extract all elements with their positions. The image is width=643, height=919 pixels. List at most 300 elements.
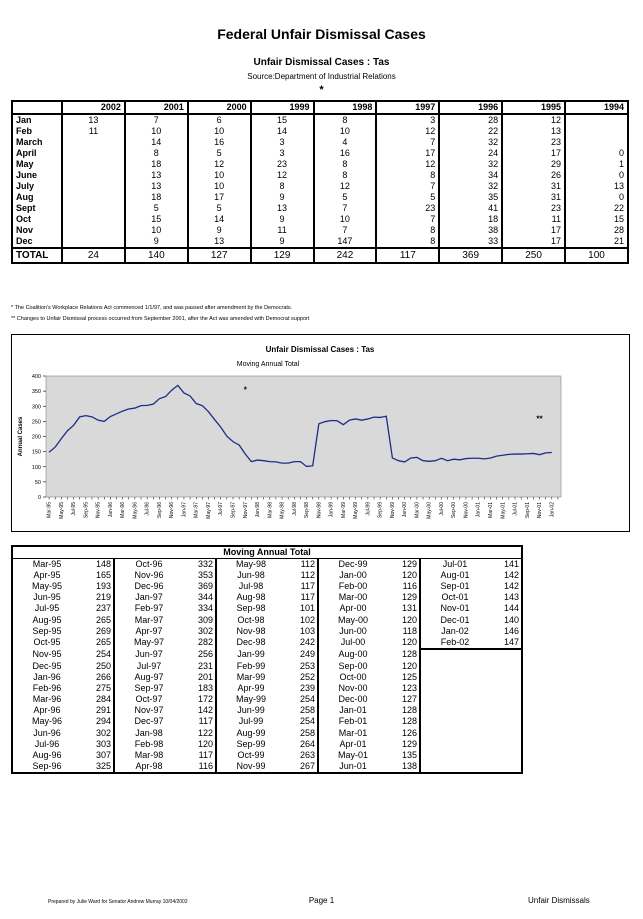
table-cell: 1 xyxy=(565,159,628,170)
mat-value: 264 xyxy=(285,739,318,750)
x-tick-label: Nov-99 xyxy=(389,502,396,519)
mat-month-label: Mar-95 xyxy=(32,559,62,570)
month-label: May xyxy=(12,159,62,170)
x-tick-label: Sep-96 xyxy=(156,502,163,519)
mat-value: 138 xyxy=(387,761,420,773)
month-label: July xyxy=(12,181,62,192)
x-tick-label: May-99 xyxy=(353,502,360,519)
mat-month-label: Apr-01 xyxy=(339,738,367,749)
table-cell: 10 xyxy=(314,126,377,137)
table-cell: 3 xyxy=(376,114,439,126)
total-cell: 129 xyxy=(251,248,314,263)
mat-table-body xyxy=(12,559,522,773)
mat-month-label: Feb-98 xyxy=(134,738,164,749)
mat-month-label: May-97 xyxy=(133,637,164,648)
table-cell: 11 xyxy=(502,214,565,225)
table-cell: 12 xyxy=(502,114,565,126)
mat-empty-cell xyxy=(420,672,489,683)
table-cell: 18 xyxy=(439,214,502,225)
x-tick-label: Mar-01 xyxy=(487,502,494,518)
mat-value: 142 xyxy=(489,570,522,581)
mat-value: 117 xyxy=(285,592,318,603)
mat-value: 101 xyxy=(285,603,318,614)
table-cell: 9 xyxy=(251,192,314,203)
mat-month-label: Apr-95 xyxy=(33,570,61,581)
mat-empty-cell xyxy=(420,728,489,739)
mat-empty-cell xyxy=(420,716,489,727)
total-cell: 100 xyxy=(565,248,628,263)
mat-value: 250 xyxy=(81,661,114,672)
mat-month-label: Oct-95 xyxy=(33,637,61,648)
table-cell xyxy=(565,114,628,126)
mat-value: 125 xyxy=(387,672,420,683)
y-tick-label: 400 xyxy=(31,374,41,380)
table-row xyxy=(12,626,522,637)
mat-value: 103 xyxy=(285,626,318,637)
chart-title: Unfair Dismissal Cases : Tas xyxy=(265,345,375,354)
year-header: 1999 xyxy=(251,101,314,114)
x-tick-label: Sep-01 xyxy=(524,502,531,519)
year-header: 1994 xyxy=(565,101,628,114)
mat-empty-cell xyxy=(420,649,489,661)
y-tick-label: 150 xyxy=(31,449,41,456)
table-cell: 38 xyxy=(439,225,502,236)
mat-month-label: Mar-96 xyxy=(32,694,62,705)
table-cell: 5 xyxy=(188,203,251,214)
mat-month-label: Jan-97 xyxy=(135,592,163,603)
table-cell: 5 xyxy=(125,203,188,214)
table-cell: 7 xyxy=(376,137,439,148)
month-label: Nov xyxy=(12,225,62,236)
x-tick-label: Jan-01 xyxy=(475,502,482,518)
mat-value: 252 xyxy=(285,672,318,683)
mat-value: 282 xyxy=(183,637,216,649)
table-cell: 28 xyxy=(439,114,502,126)
mat-month-label: Nov-97 xyxy=(134,705,164,716)
table-cell xyxy=(62,170,125,181)
x-tick-label: Jul-95 xyxy=(71,502,78,516)
x-tick-label: Jan-00 xyxy=(402,502,409,518)
x-tick-label: May-97 xyxy=(205,502,212,519)
mat-month-label: Aug-96 xyxy=(32,749,62,760)
mat-month-label: Nov-01 xyxy=(440,603,470,614)
y-tick-label: 300 xyxy=(31,404,41,411)
table-cell xyxy=(62,159,125,170)
mat-month-label: Oct-98 xyxy=(237,614,265,625)
mat-value: 219 xyxy=(81,592,114,603)
mat-value: 118 xyxy=(387,626,420,637)
y-tick-label: 350 xyxy=(31,389,41,396)
x-tick-label: Sep-97 xyxy=(230,502,237,519)
mat-month-label: Jul-99 xyxy=(238,716,264,727)
mat-table-title: Moving Annual Total xyxy=(12,546,522,559)
mat-empty-cell xyxy=(489,716,522,727)
table-cell: 34 xyxy=(439,170,502,181)
table-cell xyxy=(62,192,125,203)
mat-value: 120 xyxy=(387,615,420,626)
mat-month-label: May-01 xyxy=(337,749,368,760)
chart-subtitle: Moving Annual Total xyxy=(236,361,300,368)
mat-month-label: Jun-00 xyxy=(339,625,367,636)
table-cell: 7 xyxy=(314,203,377,214)
table-source: Source:Department of Industrial Relations xyxy=(247,72,396,81)
mat-month-label: Apr-98 xyxy=(135,760,163,771)
table-cell: 32 xyxy=(439,159,502,170)
mat-empty-cell xyxy=(489,705,522,716)
mat-month-label: Jan-02 xyxy=(441,625,469,636)
mat-value: 231 xyxy=(183,661,216,672)
table-cell: 41 xyxy=(439,203,502,214)
mat-month-label: Apr-99 xyxy=(237,683,265,694)
table-cell: 23 xyxy=(502,137,565,148)
total-cell: 140 xyxy=(125,248,188,263)
table-cell: 23 xyxy=(502,203,565,214)
x-tick-label: Nov-97 xyxy=(242,502,249,519)
x-tick-label: Nov-95 xyxy=(95,502,102,519)
x-tick-label: Jan-98 xyxy=(255,502,262,518)
mat-value: 142 xyxy=(183,705,216,716)
table-cell: 9 xyxy=(251,214,314,225)
table-cell xyxy=(62,181,125,192)
mat-month-label: Mar-00 xyxy=(338,592,368,603)
table-row xyxy=(12,672,522,683)
mat-month-label: Jun-01 xyxy=(339,760,367,771)
table-cell: 13 xyxy=(251,203,314,214)
mat-month-label: Nov-99 xyxy=(236,760,266,771)
mat-value: 256 xyxy=(183,649,216,661)
table-cell: 17 xyxy=(502,236,565,248)
year-header: 2001 xyxy=(125,101,188,114)
mat-month-label: Dec-01 xyxy=(440,614,470,625)
mat-month-label: Nov-95 xyxy=(32,649,62,660)
mat-month-label: Sep-98 xyxy=(236,603,266,614)
x-tick-label: Sep-99 xyxy=(377,502,384,519)
year-table-total-row xyxy=(12,248,628,263)
mat-month-label: Mar-99 xyxy=(236,672,266,683)
table-row xyxy=(12,181,628,192)
page-title: Federal Unfair Dismissal Cases xyxy=(217,26,426,42)
mat-month-label: Dec-96 xyxy=(134,581,164,592)
table-cell: 18 xyxy=(125,159,188,170)
year-table-header xyxy=(12,101,628,114)
total-cell: 250 xyxy=(502,248,565,263)
x-tick-label: Nov-00 xyxy=(463,502,470,519)
year-header: 1998 xyxy=(314,101,377,114)
table-cell: 7 xyxy=(125,114,188,126)
table-cell: 28 xyxy=(565,225,628,236)
mat-value: 269 xyxy=(81,626,114,637)
mat-value: 120 xyxy=(387,570,420,581)
table-cell: 13 xyxy=(565,181,628,192)
month-label: Aug xyxy=(12,192,62,203)
mat-month-label: May-95 xyxy=(31,581,62,592)
month-label: Sept xyxy=(12,203,62,214)
chart-annotation-double-star: ** xyxy=(536,414,543,424)
mat-value: 353 xyxy=(183,570,216,581)
table-cell xyxy=(62,225,125,236)
mat-value: 237 xyxy=(81,603,114,614)
mat-value: 127 xyxy=(387,694,420,705)
chart-annotation-star: * xyxy=(243,385,247,395)
month-label: June xyxy=(12,170,62,181)
mat-month-label: Aug-95 xyxy=(32,614,62,625)
mat-month-label: Aug-98 xyxy=(236,592,266,603)
mat-value: 265 xyxy=(81,637,114,649)
mat-value: 144 xyxy=(489,603,522,614)
mat-month-label: Dec-00 xyxy=(338,694,368,705)
y-tick-label: 200 xyxy=(31,434,41,441)
mat-value: 201 xyxy=(183,672,216,683)
x-tick-label: Mar-00 xyxy=(414,502,421,518)
year-header: 1996 xyxy=(439,101,502,114)
table-row xyxy=(12,750,522,761)
mat-month-label: Sep-99 xyxy=(236,738,266,749)
mat-empty-cell xyxy=(489,683,522,694)
mat-month-label: Jun-95 xyxy=(33,592,61,603)
mat-month-label: Jul-00 xyxy=(340,637,366,648)
mat-month-label: Aug-01 xyxy=(440,570,470,581)
table-cell: 8 xyxy=(376,170,439,181)
mat-month-label: Nov-00 xyxy=(338,683,368,694)
x-tick-label: Jan-97 xyxy=(181,502,188,518)
mat-value: 120 xyxy=(387,661,420,672)
mat-value: 116 xyxy=(387,581,420,592)
mat-month-label: Jun-98 xyxy=(237,570,265,581)
mat-month-label: May-98 xyxy=(235,559,266,570)
footer-page-number: Page 1 xyxy=(308,896,335,905)
mat-month-label: Jul-98 xyxy=(238,581,264,592)
year-header: 2002 xyxy=(62,101,125,114)
mat-value: 344 xyxy=(183,592,216,603)
table-cell: 11 xyxy=(62,126,125,137)
x-tick-label: May-95 xyxy=(58,502,65,519)
mat-month-label: Jun-99 xyxy=(237,705,265,716)
table-cell: 6 xyxy=(188,114,251,126)
total-cell: 117 xyxy=(376,248,439,263)
table-cell xyxy=(62,137,125,148)
table-row xyxy=(12,615,522,626)
table-cell: 8 xyxy=(314,170,377,181)
table-cell: 8 xyxy=(314,114,377,126)
month-label: Feb xyxy=(12,126,62,137)
total-cell: 127 xyxy=(188,248,251,263)
mat-empty-cell xyxy=(420,694,489,705)
table-row xyxy=(12,559,522,571)
mat-month-label: Aug-97 xyxy=(134,672,164,683)
mat-value: 291 xyxy=(81,705,114,716)
footer-document-name: Unfair Dismissals xyxy=(528,896,590,905)
table-row xyxy=(12,694,522,705)
table-cell: 4 xyxy=(314,137,377,148)
table-cell: 10 xyxy=(314,214,377,225)
mat-empty-cell xyxy=(489,739,522,750)
mat-month-label: Aug-00 xyxy=(338,649,368,660)
mat-month-label: Sep-95 xyxy=(32,625,62,636)
table-cell: 31 xyxy=(502,192,565,203)
mat-value: 325 xyxy=(81,761,114,773)
mat-value: 253 xyxy=(285,661,318,672)
table-cell: 0 xyxy=(565,170,628,181)
mat-month-label: Mar-98 xyxy=(134,749,164,760)
table-cell: 16 xyxy=(188,137,251,148)
month-label: April xyxy=(12,148,62,159)
mat-value: 254 xyxy=(285,716,318,727)
mat-value: 303 xyxy=(81,739,114,750)
mat-value: 193 xyxy=(81,581,114,592)
table-row xyxy=(12,581,522,592)
month-label: Jan xyxy=(12,114,62,126)
x-tick-label: Jul-96 xyxy=(144,502,151,516)
table-cell: 5 xyxy=(314,192,377,203)
total-cell: 369 xyxy=(439,248,502,263)
mat-value: 135 xyxy=(387,750,420,761)
mat-value: 129 xyxy=(387,592,420,603)
table-cell: 8 xyxy=(125,148,188,159)
mat-month-label: Jan-00 xyxy=(339,570,367,581)
mat-value: 102 xyxy=(285,615,318,626)
table-cell: 7 xyxy=(376,181,439,192)
mat-value: 129 xyxy=(387,559,420,571)
mat-value: 117 xyxy=(183,716,216,727)
table-cell: 5 xyxy=(188,148,251,159)
table-cell: 12 xyxy=(251,170,314,181)
table-cell: 17 xyxy=(376,148,439,159)
table-row xyxy=(12,603,522,614)
plot-area xyxy=(46,376,561,497)
table-cell: 15 xyxy=(565,214,628,225)
table-row xyxy=(12,236,628,248)
x-tick-label: Nov-96 xyxy=(169,502,176,519)
table-cell: 9 xyxy=(188,225,251,236)
mat-value: 258 xyxy=(285,705,318,716)
mat-month-label: Jul-95 xyxy=(34,603,60,614)
mat-month-label: Apr-00 xyxy=(339,603,367,614)
month-label: March xyxy=(12,137,62,148)
year-header-blank xyxy=(12,101,62,114)
mat-month-label: Dec-98 xyxy=(236,637,266,648)
mat-value: 275 xyxy=(81,683,114,694)
mat-month-label: Feb-02 xyxy=(420,637,489,649)
mat-value: 128 xyxy=(387,705,420,716)
y-axis-label: Annual Cases xyxy=(18,416,24,457)
mat-month-label: Sep-97 xyxy=(134,683,164,694)
mat-value: 128 xyxy=(387,649,420,661)
mat-month-label: Jan-99 xyxy=(237,649,265,660)
mat-value: 258 xyxy=(285,728,318,739)
mat-value: 165 xyxy=(81,570,114,581)
mat-value: 254 xyxy=(285,694,318,705)
mat-value: 142 xyxy=(489,581,522,592)
table-cell: 0 xyxy=(565,192,628,203)
table-cell: 3 xyxy=(251,148,314,159)
mat-month-label: Feb-97 xyxy=(134,603,164,614)
table-row xyxy=(12,592,522,603)
table-cell: 147 xyxy=(314,236,377,248)
x-tick-label: Nov-98 xyxy=(316,502,323,519)
table-cell xyxy=(62,214,125,225)
mat-month-label: Jun-97 xyxy=(135,649,163,660)
table-cell: 22 xyxy=(439,126,502,137)
x-tick-label: May-01 xyxy=(500,502,507,519)
table-cell xyxy=(565,137,628,148)
table-cell: 12 xyxy=(376,159,439,170)
x-tick-label: Jul-97 xyxy=(218,502,225,516)
x-tick-label: Jan-99 xyxy=(328,502,335,518)
mat-empty-cell xyxy=(420,761,489,773)
table-cell: 26 xyxy=(502,170,565,181)
table-cell: 10 xyxy=(188,126,251,137)
line-chart xyxy=(12,335,629,531)
table-cell: 12 xyxy=(314,181,377,192)
mat-value: 148 xyxy=(81,559,114,571)
table-cell: 32 xyxy=(439,137,502,148)
mat-month-label: Nov-98 xyxy=(236,625,266,636)
table-row xyxy=(12,705,522,716)
mat-value: 369 xyxy=(183,581,216,592)
table-cell: 0 xyxy=(565,148,628,159)
table-row xyxy=(12,192,628,203)
x-tick-label: Mar-95 xyxy=(46,502,53,518)
mat-month-label: Mar-01 xyxy=(338,727,368,738)
mat-month-label: May-99 xyxy=(235,694,266,705)
mat-value: 140 xyxy=(489,615,522,626)
table-cell: 10 xyxy=(188,181,251,192)
table-cell xyxy=(565,126,628,137)
table-cell: 23 xyxy=(376,203,439,214)
mat-value: 294 xyxy=(81,716,114,727)
total-cell: 242 xyxy=(314,248,377,263)
mat-month-label: Oct-01 xyxy=(441,592,469,603)
mat-month-label: Jul-96 xyxy=(34,738,60,749)
mat-empty-cell xyxy=(420,661,489,672)
mat-month-label: May-00 xyxy=(337,614,368,625)
table-cell: 8 xyxy=(314,159,377,170)
mat-value: 131 xyxy=(387,603,420,614)
mat-empty-cell xyxy=(489,694,522,705)
table-cell: 13 xyxy=(502,126,565,137)
mat-empty-cell xyxy=(420,705,489,716)
mat-value: 302 xyxy=(81,728,114,739)
mat-value: 146 xyxy=(489,626,522,637)
mat-empty-cell xyxy=(489,750,522,761)
table-cell: 17 xyxy=(188,192,251,203)
mat-value: 112 xyxy=(285,559,318,571)
mat-value: 307 xyxy=(81,750,114,761)
table-cell: 14 xyxy=(188,214,251,225)
mat-month-label: Mar-97 xyxy=(134,614,164,625)
table-cell xyxy=(62,236,125,248)
mat-value: 172 xyxy=(183,694,216,705)
mat-empty-cell xyxy=(489,728,522,739)
mat-value: 302 xyxy=(183,626,216,637)
table-cell: 9 xyxy=(125,236,188,248)
table-row xyxy=(12,761,522,773)
table-row xyxy=(12,159,628,170)
x-tick-label: Mar-96 xyxy=(120,502,127,518)
year-table-body xyxy=(12,114,628,248)
table-cell: 21 xyxy=(565,236,628,248)
table-row xyxy=(12,137,628,148)
table-row xyxy=(12,661,522,672)
mat-empty-cell xyxy=(489,661,522,672)
table-cell: 10 xyxy=(188,170,251,181)
mat-month-label: Oct-00 xyxy=(339,672,367,683)
table-cell: 13 xyxy=(125,181,188,192)
table-row xyxy=(12,739,522,750)
chart-box xyxy=(11,334,630,532)
mat-value: 117 xyxy=(285,581,318,592)
x-tick-label: Sep-95 xyxy=(83,502,90,519)
